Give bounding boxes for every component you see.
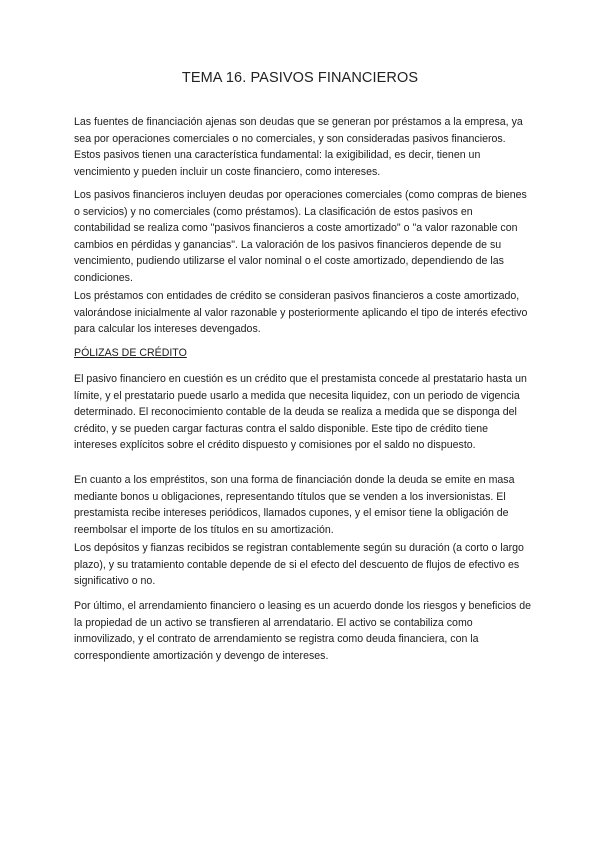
document-title: TEMA 16. PASIVOS FINANCIEROS [181,70,419,86]
paragraph-bonds: En cuanto a los empréstitos, son una forma de financiación donde la deuda se emite en masa mediante bonos u obligaciones, representando títulos que se venden a los inversionistas. El prestamista recibe intereses periódicos, llamados cupones, y el emisor tiene la obligación de reembolsar el importe de los títulos en su amortización. [74,474,515,536]
paragraph-classification: Los pasivos financieros incluyen deudas por operaciones comerciales (como compras de bienes o servicios) y no comerciales (como préstamos). La clasificación de estos pasivos en contabilidad se realiza como "pasivos financieros a coste amortizado" o "a valor razonable con cambios en pérdidas y ganancias". La valoración de los pasivos financieros depende de su vencimiento, pudiendo utilizarse el valor nominal o el coste amortizado, dependiendo de las condiciones. [74,189,527,284]
paragraph-loans: Los préstamos con entidades de crédito se consideran pasivos financieros a coste amortizado, valorándose inicialmente al valor razonable y posteriormente aplicando el tipo de interés efectivo para calcular los intereses devengados. [74,290,528,335]
section-heading: PÓLIZAS DE CRÉDITO [74,347,187,359]
paragraph-deposits: Los depósitos y fianzas recibidos se registran contablemente según su duración (a corto o largo plazo), y su tratamiento contable depende de si el efecto del descuento de flujos de efectivo es significativo o no. [74,542,524,587]
paragraph-leasing: Por último, el arrendamiento financiero o leasing es un acuerdo donde los riesgos y beneficios de la propiedad de un activo se transfieren al arrendatario. El activo se contabiliza como inmovilizado, y el contrato de arrendamiento se registra como deuda financiera, con la correspondiente amortización y devengo de intereses. [74,600,531,662]
paragraph-intro: Las fuentes de financiación ajenas son deudas que se generan por préstamos a la empresa, ya sea por operaciones comerciales o no comerciales, y son consideradas pasivos financieros. Estos pasivos tienen una característica fundamental: la exigibilidad, es decir, tienen un vencimiento y pueden incluir un coste financiero, como intereses. [74,116,523,178]
paragraph-credit-policy: El pasivo financiero en cuestión es un crédito que el prestamista concede al prestatario hasta un límite, y el prestatario puede usarlo a medida que necesita liquidez, con un periodo de vigencia determinado. El reconocimiento contable de la deuda se realiza a medida que se disponga del crédito, y se pueden cargar facturas contra el saldo disponible. Este tipo de crédito tiene intereses explícitos sobre el crédito dispuesto y comisiones por el saldo no dispuesto. [74,373,527,451]
